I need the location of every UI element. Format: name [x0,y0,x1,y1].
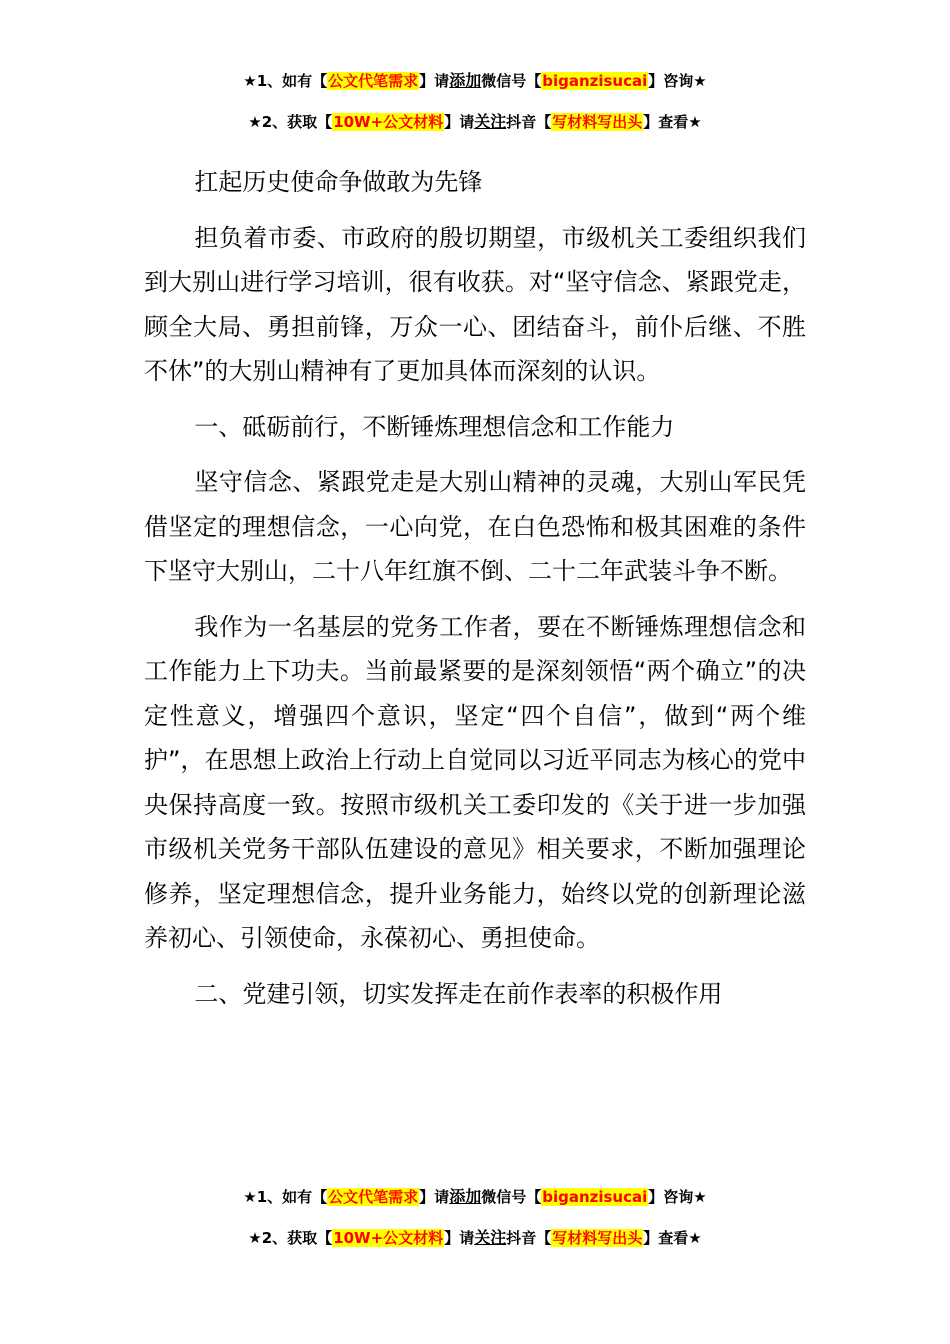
banner-line-1-top [0,70,950,92]
banner-suffix: 】咨询★ [648,1188,707,1206]
banner-text: 抖音【 [506,1229,552,1247]
banner-highlight-douyin: 写材料写出头 [552,113,643,131]
banner-text: 】请 [444,113,475,131]
banner-line-1-bottom [0,1186,950,1208]
banner-line-2-bottom [0,1227,950,1249]
banner-highlight: 公文代笔需求 [328,1188,419,1206]
banner-suffix: 】查看★ [643,113,702,131]
banner-text: 】请 [444,1229,475,1247]
document-title: 扛起历史使命争做敢为先锋 [194,168,483,196]
banner-text: 微信号【 [481,1188,542,1206]
banner-emphasis: 关注 [474,112,507,131]
banner-text: 】请 [419,72,450,90]
banner-highlight-wechat: biganzisucai [542,1188,648,1206]
banner-text: 微信号【 [481,72,542,90]
paragraph: 担负着市委、市政府的殷切期望，市级机关工委组织我们到大别山进行学习培训，很有收获。对“坚守信念、紧跟党走，顾全大局、勇担前锋，万众一心、团结奋斗，前仆后继、不胜不休”的大别山精神有了更加具体而深刻的认识。 [144,223,806,385]
section-heading: 二、党建引领，切实发挥走在前作表率的积极作用 [194,979,723,1008]
banner-prefix: ★2、获取【 [248,1229,333,1247]
document-body [144,160,806,1027]
banner-emphasis: 添加 [449,1187,482,1206]
banner-emphasis: 添加 [449,71,482,90]
banner-prefix: ★2、获取【 [248,113,333,131]
paragraph: 坚守信念、紧跟党走是大别山精神的灵魂，大别山军民凭借坚定的理想信念，一心向党，在白色恐怖和极其困难的条件下坚守大别山，二十八年红旗不倒、二十二年武装斗争不断。 [144,468,806,585]
banner-highlight: 10W+公文材料 [333,1229,444,1247]
banner-highlight-wechat: biganzisucai [542,72,648,90]
banner-suffix: 】咨询★ [648,72,707,90]
section-heading: 一、砥砺前行，不断锤炼理想信念和工作能力 [194,412,675,441]
banner-highlight: 公文代笔需求 [328,72,419,90]
paragraph: 我作为一名基层的党务工作者，要在不断锤炼理想信念和工作能力上下功夫。当前最紧要的是深刻领悟“两个确立”的决定性意义，增强四个意识，坚定“四个自信”，做到“两个维护”，在思想上政治上行动上自觉同以习近平同志为核心的党中央保持高度一致。按照市级机关工委印发的《关于进一步加强市级机关党务干部队伍建设的意见》相关要求，不断加强理论修养，坚定理想信念，提升业务能力，始终以党的创新理论滋养初心、引领使命，永葆初心、勇担使命。 [144,612,806,952]
banner-suffix: 】查看★ [643,1229,702,1247]
banner-text: 】请 [419,1188,450,1206]
banner-highlight: 10W+公文材料 [333,113,444,131]
banner-emphasis: 关注 [474,1228,507,1247]
banner-text: 抖音【 [506,113,552,131]
banner-line-2-top [0,111,950,133]
banner-prefix: ★1、如有【 [243,72,328,90]
banner-highlight-douyin: 写材料写出头 [552,1229,643,1247]
banner-prefix: ★1、如有【 [243,1188,328,1206]
